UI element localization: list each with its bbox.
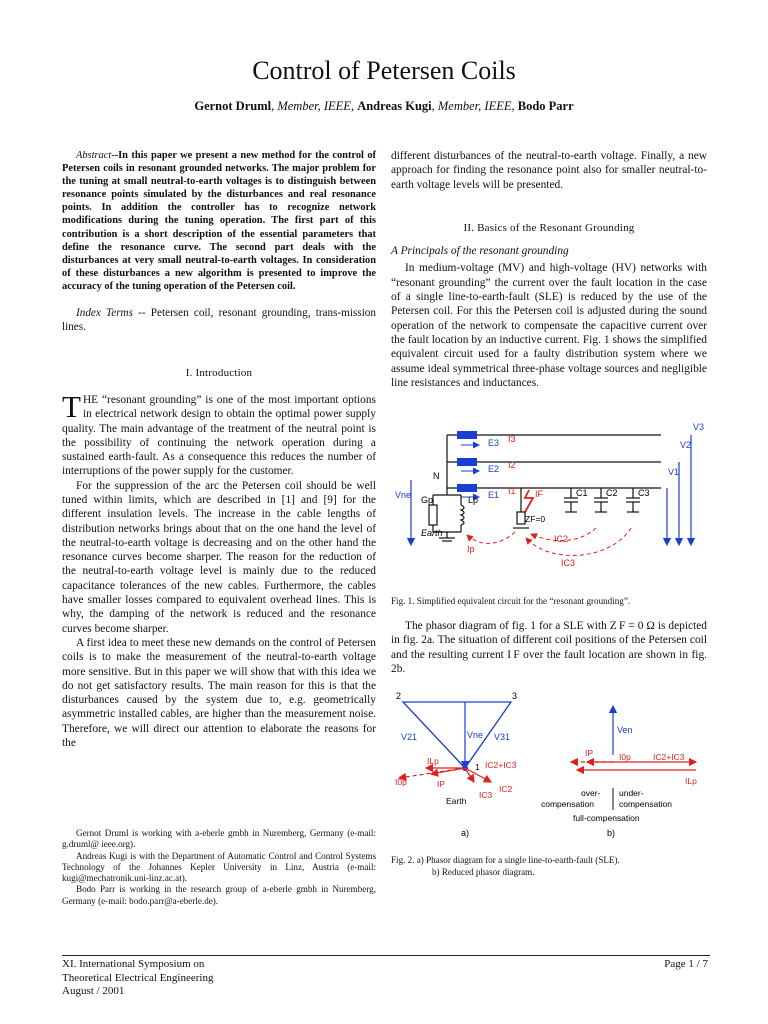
- i1-label: I1: [508, 486, 516, 496]
- v1-label: V1: [668, 467, 680, 477]
- over-label: over-: [581, 788, 601, 798]
- c1-label: C1: [576, 488, 588, 498]
- label-b: b): [607, 828, 616, 838]
- caption-line: b) Reduced phasor diagram.: [432, 866, 535, 877]
- drop-cap: T: [62, 388, 81, 424]
- voltage-sources: [457, 431, 477, 492]
- i3-label: I3: [508, 434, 516, 444]
- figure-1-circuit: [391, 420, 711, 585]
- ip-b-label: IP: [585, 748, 594, 758]
- zf-label: ZF=0: [525, 514, 546, 524]
- gp-label: Gp: [421, 495, 434, 505]
- ip-phasor: [431, 768, 465, 774]
- n-label: N: [433, 471, 440, 481]
- ic2ic3-b-label: IC2+IC3: [653, 752, 685, 762]
- author-line: Gernot Druml, Member, IEEE, Andreas Kugi, Member, IEEE, Bodo Parr: [194, 99, 574, 113]
- ip-label-2: IP: [437, 779, 446, 789]
- author-role: Member, IEEE: [277, 99, 351, 113]
- intro-paragraph: A first idea to meet these new demands on the control of Petersen coils is to make the measurement of the neutral-to-earth voltage more sensitive. But in this paper we will show that with this idea we do not get satisfactory results. The main reason for this is that the disturbances caused by the system due to, e.g. geometrically asymmetric installed cables, are higher than the measurement noise. Therefore, we will direct our attention to elaborate the reasons for the: [62, 636, 376, 750]
- v3-label: V3: [693, 422, 705, 432]
- left-column: [62, 149, 376, 750]
- under-label: under-: [619, 788, 644, 798]
- label-a: a): [461, 828, 470, 838]
- section-heading: I. Introduction: [185, 366, 253, 379]
- node-2: 2: [396, 691, 402, 701]
- intro-paragraph: [62, 388, 376, 479]
- e3-label: E3: [488, 438, 500, 448]
- caption-line: Fig. 2. a) Phasor diagram for a single line-to-earth-fault (SLE).: [391, 855, 620, 865]
- c3-label: C3: [638, 488, 650, 498]
- footnote: Bodo Parr is working in the research group of a-eberle gmbh in Nuremberg, Germany (e-mail: bodo.parr@a-eberle.de).: [62, 884, 376, 906]
- e2-label: E2: [488, 464, 500, 474]
- lp-label: Lp: [468, 495, 479, 505]
- v2-label: V2: [680, 440, 692, 450]
- author-name: Bodo Parr: [517, 99, 574, 113]
- under-label-2: compensation: [619, 799, 672, 809]
- intro-text: HE “resonant grounding” is one of the most important options in electrical network design to obtain the optimal power supply quality. The main advantage of the treatment of the neutral point is the possibility of continuing the network operation during a sustained earth-fault. As a consequence this reduces the number of interruptions of the power supply for the customer.: [62, 393, 376, 478]
- iop-label: I0p: [395, 777, 407, 787]
- earth-label: Earth: [421, 528, 443, 538]
- ip-path: [467, 532, 515, 543]
- figure-2-caption: [391, 855, 620, 878]
- ic2-label: IC2: [554, 534, 569, 544]
- author-name: Andreas Kugi: [357, 99, 432, 113]
- vne-label-2: Vne: [467, 730, 484, 740]
- c2-label: C2: [606, 488, 618, 498]
- page-number: Page 1 / 7: [664, 958, 708, 970]
- node-3: 3: [512, 691, 518, 701]
- i2-label: I2: [508, 460, 516, 470]
- footer-rule: [62, 955, 710, 956]
- ip-label: Ip: [467, 544, 475, 554]
- footnote: Andreas Kugi is with the Department of Automatic Control and Control Systems Technology of the Johannes Kepler University in Linz, Austria (e-mail: kugi@mechatronik.uni-linz.ac.at).: [62, 850, 376, 884]
- ic3-path: [526, 528, 631, 555]
- right-column-top: [391, 149, 707, 390]
- footnote: Gernot Druml is working with a-eberle gmbh in Nuremberg, Germany (e-mail: g.druml@ ieee.org).: [62, 828, 376, 850]
- iop-b-label: I0p: [619, 752, 631, 762]
- ic2-label-2: IC2: [499, 784, 513, 794]
- index-terms-label: Index Terms: [76, 307, 133, 320]
- full-label: full-compensation: [573, 813, 640, 823]
- intro-paragraph: For the suppression of the arc the Petersen coil should be well tuned within limits, which are described in [1] and [9] for the different insulation levels. The increase in the cable lengths of distribution networks brings about that on the one hand the level of the neutral-to-earth voltage is decreasing and on the other hand the resonance curves become sharper. The reason for the reduction of the neutral-to-earth voltage level is mainly due to the reduced capacitance tolerances of the new cables. Furthermore, the cables have smaller losses compared to equivalent overhead lines. This is why, the damping of the network is reduced and the resonance curves become sharper.: [62, 479, 376, 635]
- abstract-label: Abstract: [76, 150, 112, 161]
- vne-label: Vne: [395, 490, 412, 500]
- body-paragraph: different disturbances of the neutral-to-earth voltage. Finally, a new approach for finding the resonance point also for smaller neutral-to-earth voltage levels will be presented.: [391, 150, 707, 191]
- footer-line: Theoretical Electrical Engineering: [62, 971, 214, 984]
- footnotes: [62, 828, 376, 907]
- abstract: [62, 149, 376, 293]
- e1-label: E1: [488, 490, 500, 500]
- body-paragraph: The phasor diagram of fig. 1 for a SLE with Z F = 0 Ω is depicted in fig. 2a. The situation of different coil positions of the Petersen coil and the resulting current I F over the fault location are shown in fig. 2b.: [391, 620, 707, 675]
- v21-label: V21: [401, 732, 418, 742]
- ic3-label-2: IC3: [479, 790, 493, 800]
- index-terms-text: -- Petersen coil, resonant grounding, trans-mission lines.: [62, 307, 376, 334]
- paper-title: Control of Petersen Coils: [252, 56, 516, 85]
- ic2ic3-label: IC2+IC3: [485, 760, 517, 770]
- abstract-text: --In this paper we present a new method for the control of Petersen coils in resonant grounded networks. The major problem for the tuning at small neutral-to-earth voltages is to distinguish between resonance points simulated by the disturbances and real resonance points. In addition the controller has to recognize network modifications during the tuning operation. The first part of this contribution is a short description of the essential parameters that define the resonance curve. The second part deals with the disturbances at very small neutral-to-earth voltages. In consideration of these disturbances a new algorithm is presented to improve the accuracy of the tuning operation of the Petersen coil.: [62, 150, 376, 292]
- index-terms: [62, 306, 376, 335]
- v31-label: V31: [494, 732, 511, 742]
- body-paragraph: In medium-voltage (MV) and high-voltage (HV) networks with “resonant grounding” the current over the fault location in the case of a single line-to-earth-fault (SLE) is reduced by the use of the Petersen coil. For this the Petersen coil is adjusted during the sound operation of the network to compensate the capacitive current over the fault location by an inductive current. Fig. 1 shows the simplified equivalent circuit used for a faulty distribution system where we assume ideal symmetrical three-phase voltage sources and negligible line resistances and inductances.: [391, 262, 707, 389]
- busbars: [447, 435, 661, 488]
- author-name: Gernot Druml: [194, 99, 272, 113]
- node-1: 1: [475, 762, 480, 772]
- footer-line: XI. International Symposium on: [62, 958, 205, 970]
- fault-arrow: [525, 490, 533, 512]
- ilp-b-label: ILp: [685, 776, 697, 786]
- earth-label-2: Earth: [446, 796, 467, 806]
- figure-1-caption: Fig. 1. Simplified equivalent circuit for the “resonant grounding”.: [391, 596, 631, 606]
- over-label-2: compensation: [541, 799, 594, 809]
- subsection-heading: A Principals of the resonant grounding: [391, 245, 569, 258]
- section-heading: II. Basics of the Resonant Grounding: [463, 221, 635, 234]
- footer-line: August / 2001: [62, 985, 125, 997]
- footer-venue: [62, 958, 213, 999]
- ic3-label: IC3: [561, 558, 576, 568]
- figure-2-phasor: [391, 690, 711, 845]
- right-column-mid: [391, 619, 707, 676]
- ilp-label: ILp: [427, 756, 439, 766]
- author-role: Member, IEEE: [437, 99, 512, 113]
- ven-label: Ven: [617, 725, 633, 735]
- if-label: IF: [535, 489, 543, 499]
